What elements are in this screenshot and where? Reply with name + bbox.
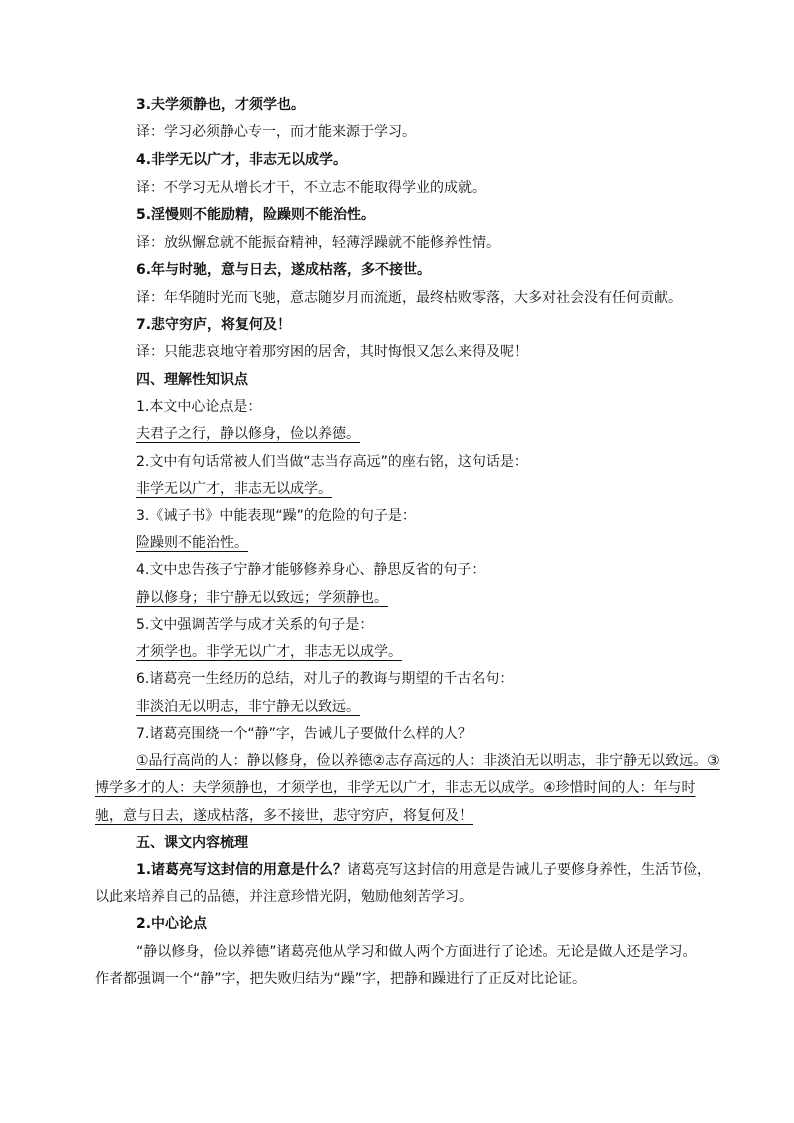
answer-7-line-3: 驰，意与日去，遂成枯落，多不接世，悲守穷庐，将复何及！ bbox=[95, 808, 473, 824]
question-7: 7.诸葛亮围绕一个“静”字，告诫儿子要做什么样的人？ bbox=[136, 726, 472, 742]
answer-2: 非学无以广才，非志无以成学。 bbox=[136, 481, 332, 497]
translation-3: 译：学习必须静心专一，而才能来源于学习。 bbox=[136, 124, 416, 140]
answer-5: 才须学也。非学无以广才，非志无以成学。 bbox=[136, 644, 402, 660]
paragraph-2-line-1: “静以修身，俭以养德”诸葛亮他从学习和做人两个方面进行了论述。无论是做人还是学习。 bbox=[136, 944, 697, 960]
paragraph-2-line-2: 作者都强调一个“静”字，把失败归结为“躁”字，把静和躁进行了正反对比论证。 bbox=[95, 971, 587, 987]
translation-7: 译：只能悲哀地守着那穷困的居舍，其时悔恨又怎么来得及呢！ bbox=[136, 344, 528, 360]
answer-6: 非淡泊无以明志，非宁静无以致远。 bbox=[136, 699, 360, 715]
question-1: 1.本文中心论点是： bbox=[136, 399, 262, 415]
paragraph-1-line-1 bbox=[136, 860, 711, 880]
section-heading-5: 五、课文内容梳理 bbox=[136, 835, 248, 851]
answer-1: 夫君子之行，静以修身，俭以养德。 bbox=[136, 426, 360, 442]
answer-4: 静以修身；非宁静无以致远；学须静也。 bbox=[136, 590, 388, 606]
question-3: 3.《诫子书》中能表现“躁”的危险的句子是： bbox=[136, 508, 416, 524]
answer-7-line-1: ①品行高尚的人：静以修身，俭以养德②志存高远的人：非淡泊无以明志，非宁静无以致远。③ bbox=[136, 753, 720, 769]
question-2: 2.文中有句话常被人们当做“志当存高远”的座右铭，这句话是： bbox=[136, 454, 528, 470]
translation-5: 译：放纵懈怠就不能振奋精神，轻薄浮躁就不能修养性情。 bbox=[136, 235, 500, 251]
quote-6: 6.年与时驰，意与日去，遂成枯落，多不接世。 bbox=[136, 262, 432, 278]
answer-3: 险躁则不能治性。 bbox=[136, 535, 248, 551]
paragraph-1-rest: 诸葛亮写这封信的用意是告诫儿子要修身养性，生活节俭， bbox=[347, 862, 712, 878]
paragraph-1-line-2: 以此来培养自己的品德，并注意珍惜光阴，勉励他刻苦学习。 bbox=[95, 889, 473, 905]
answer-7-line-2: 博学多才的人：夫学须静也，才须学也，非学无以广才，非志无以成学。④珍惜时间的人：年与时 bbox=[95, 780, 696, 796]
quote-7: 7.悲守穷庐，将复何及！ bbox=[136, 317, 292, 333]
paragraph-1-lead: 1.诸葛亮写这封信的用意是什么？ bbox=[136, 862, 348, 878]
paragraph-2-lead: 2.中心论点 bbox=[136, 916, 208, 932]
quote-4: 4.非学无以广才，非志无以成学。 bbox=[136, 152, 348, 168]
section-heading-4: 四、理解性知识点 bbox=[136, 372, 248, 388]
question-6: 6.诸葛亮一生经历的总结，对儿子的教诲与期望的千古名句： bbox=[136, 671, 514, 687]
translation-6: 译：年华随时光而飞驰，意志随岁月而流逝，最终枯败零落，大多对社会没有任何贡献。 bbox=[136, 290, 682, 306]
quote-5: 5.淫慢则不能励精，险躁则不能治性。 bbox=[136, 207, 376, 223]
question-5: 5.文中强调苦学与成才关系的句子是： bbox=[136, 617, 374, 633]
question-4: 4.文中忠告孩子宁静才能够修养身心、静思反省的句子： bbox=[136, 562, 486, 578]
translation-4: 译：不学习无从增长才干，不立志不能取得学业的成就。 bbox=[136, 180, 486, 196]
quote-3: 3.夫学须静也，才须学也。 bbox=[136, 97, 306, 113]
